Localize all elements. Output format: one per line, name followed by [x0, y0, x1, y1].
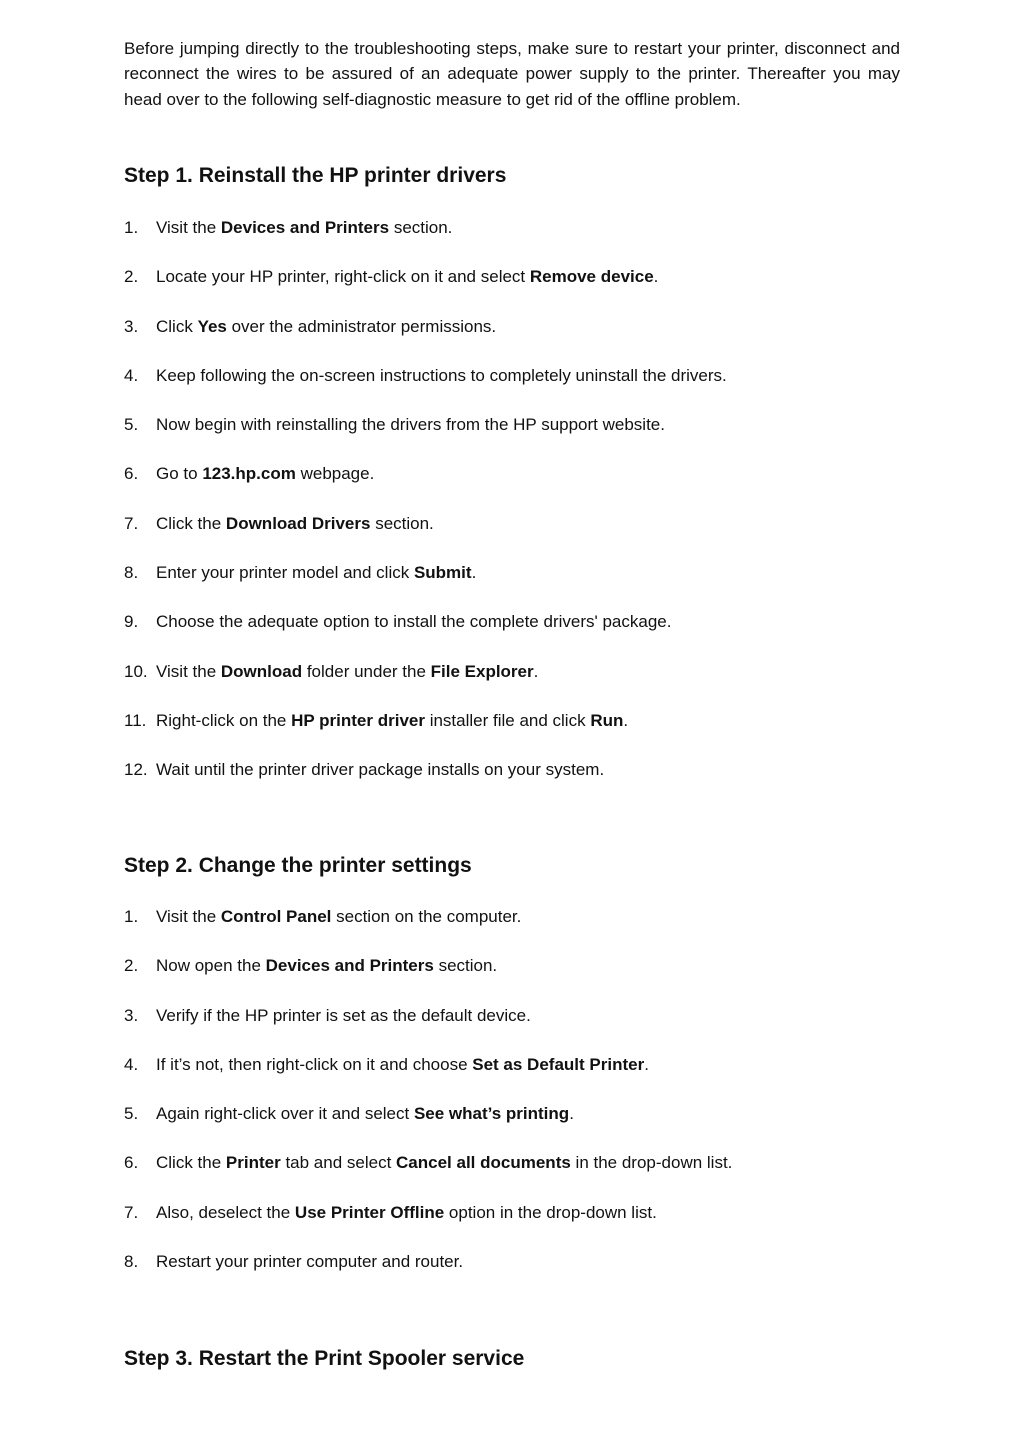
- list-item: [124, 366, 900, 415]
- list-item-number: 9.: [124, 612, 139, 632]
- list-item-number: 4.: [124, 1054, 139, 1074]
- list-item-text: section.: [389, 218, 453, 237]
- list-item-text: installer file and click: [424, 710, 591, 730]
- list-item: [124, 711, 900, 760]
- list-item-text: section.: [433, 956, 498, 976]
- list-item-number: 1.: [124, 907, 139, 926]
- list-item: [124, 1055, 900, 1104]
- list-item-text: .: [653, 267, 659, 287]
- list-item-number: 8.: [124, 1252, 139, 1272]
- list-item-number: 11.: [124, 710, 147, 730]
- list-item-bold-text: Submit: [413, 563, 472, 583]
- list-item-bold-text: Download: [220, 661, 303, 681]
- list-item-bold-text: Download Drivers: [225, 513, 371, 533]
- list-item-bold-text: File Explorer: [430, 661, 534, 681]
- list-item-text: .: [533, 661, 539, 681]
- list-item-text: Wait until the printer driver package installs on your system.: [156, 760, 605, 780]
- list-item-number: 1.: [124, 218, 139, 237]
- list-item-bold-text: Remove device: [529, 267, 654, 287]
- list-item-bold-text: 123.hp.com: [202, 464, 296, 484]
- list-item-text: over the administrator permissions.: [226, 316, 497, 336]
- list-item-bold-text: Devices and Printers: [220, 218, 390, 237]
- list-item-text: folder under the: [302, 661, 431, 681]
- step1-heading: Step 1. Reinstall the HP printer drivers: [124, 164, 507, 187]
- list-item-bold-text: Run: [590, 710, 624, 730]
- list-item: [124, 1006, 900, 1055]
- list-item: [124, 1104, 900, 1153]
- step2-list: [124, 907, 900, 1301]
- list-item-bold-text: HP printer driver: [291, 710, 425, 730]
- list-item: [124, 415, 900, 464]
- list-item-text: Visit the: [156, 907, 221, 926]
- list-item-number: 8.: [124, 563, 139, 583]
- list-item: [124, 956, 900, 1005]
- list-item-bold-text: Control Panel: [220, 907, 332, 926]
- list-item-text: Keep following the on-screen instructions to completely uninstall the drivers.: [156, 365, 727, 385]
- list-item-bold-text: Devices and Printers: [265, 956, 434, 976]
- list-item-bold-text: Printer: [225, 1153, 281, 1173]
- list-item: [124, 907, 900, 956]
- list-item-number: 3.: [124, 316, 139, 336]
- list-item-text: Locate your HP printer, right-click on it and select: [156, 267, 530, 287]
- list-item-number: 12.: [124, 760, 148, 780]
- list-item-text: Again right-click over it and select: [156, 1104, 414, 1124]
- list-item-number: 6.: [124, 464, 139, 484]
- list-item-text: Visit the: [156, 661, 221, 681]
- list-item-number: 2.: [124, 956, 139, 976]
- list-item-text: option in the drop-down list.: [444, 1202, 657, 1222]
- step1-list: [124, 218, 900, 810]
- step3-heading: Step 3. Restart the Print Spooler service: [124, 1347, 525, 1370]
- list-item-text: Enter your printer model and click: [156, 563, 414, 583]
- list-item-text: in the drop-down list.: [570, 1153, 733, 1173]
- list-item-number: 4.: [124, 365, 139, 385]
- list-item: [124, 612, 900, 661]
- list-item-number: 5.: [124, 1104, 139, 1124]
- list-item-text: If it’s not, then right-click on it and choose: [156, 1054, 473, 1074]
- list-item-text: Click the: [156, 1153, 226, 1173]
- list-item-text: Now open the: [156, 956, 266, 976]
- list-item-number: 7.: [124, 513, 139, 533]
- list-item: [124, 662, 900, 711]
- list-item-number: 2.: [124, 267, 139, 287]
- list-item-text: Verify if the HP printer is set as the default device.: [156, 1005, 531, 1025]
- list-item: [124, 760, 900, 809]
- list-item-text: Restart your printer computer and router.: [156, 1252, 464, 1272]
- list-item-text: Go to: [156, 464, 203, 484]
- list-item-text: Also, deselect the: [156, 1202, 295, 1222]
- list-item: [124, 514, 900, 563]
- list-item-text: section.: [370, 513, 434, 533]
- list-item-number: 6.: [124, 1153, 139, 1173]
- list-item-text: Click: [156, 316, 198, 336]
- list-item: [124, 1203, 900, 1252]
- list-item-bold-text: Use Printer Offline: [294, 1202, 445, 1222]
- list-item: [124, 464, 900, 513]
- list-item: [124, 563, 900, 612]
- list-item-text: Right-click on the: [156, 710, 292, 730]
- list-item-text: Now begin with reinstalling the drivers from the HP support website.: [156, 415, 665, 435]
- list-item-text: Visit the: [156, 218, 221, 237]
- list-item-bold-text: Cancel all documents: [396, 1153, 571, 1173]
- list-item: [124, 1252, 900, 1301]
- list-item-text: .: [644, 1054, 649, 1074]
- list-item: [124, 218, 900, 267]
- list-item-bold-text: Set as Default Printer: [472, 1054, 645, 1074]
- list-item-number: 10.: [124, 661, 148, 681]
- list-item-text: tab and select: [280, 1153, 397, 1173]
- list-item-text: .: [623, 710, 629, 730]
- list-item-text: .: [569, 1104, 574, 1124]
- list-item-text: Click the: [156, 513, 226, 533]
- list-item-bold-text: See what’s printing: [413, 1104, 570, 1124]
- list-item: [124, 267, 900, 316]
- list-item-number: 5.: [124, 415, 139, 435]
- list-item: [124, 1153, 900, 1202]
- list-item: [124, 317, 900, 366]
- list-item-text: .: [471, 563, 477, 583]
- step2-heading: Step 2. Change the printer settings: [124, 854, 472, 877]
- list-item-text: section on the computer.: [331, 907, 522, 926]
- list-item-bold-text: Yes: [197, 316, 227, 336]
- list-item-text: Choose the adequate option to install the complete drivers' package.: [156, 612, 672, 632]
- list-item-number: 7.: [124, 1202, 139, 1222]
- list-item-number: 3.: [124, 1005, 139, 1025]
- list-item-text: webpage.: [295, 464, 375, 484]
- intro-paragraph: Before jumping directly to the troubleshooting steps, make sure to restart your printer, disconnect and reconnect the wires to be assured of an adequate power supply to the printer. Thereafter you may head over to the following self-diagnostic measure to get rid of the offline problem.: [124, 39, 900, 109]
